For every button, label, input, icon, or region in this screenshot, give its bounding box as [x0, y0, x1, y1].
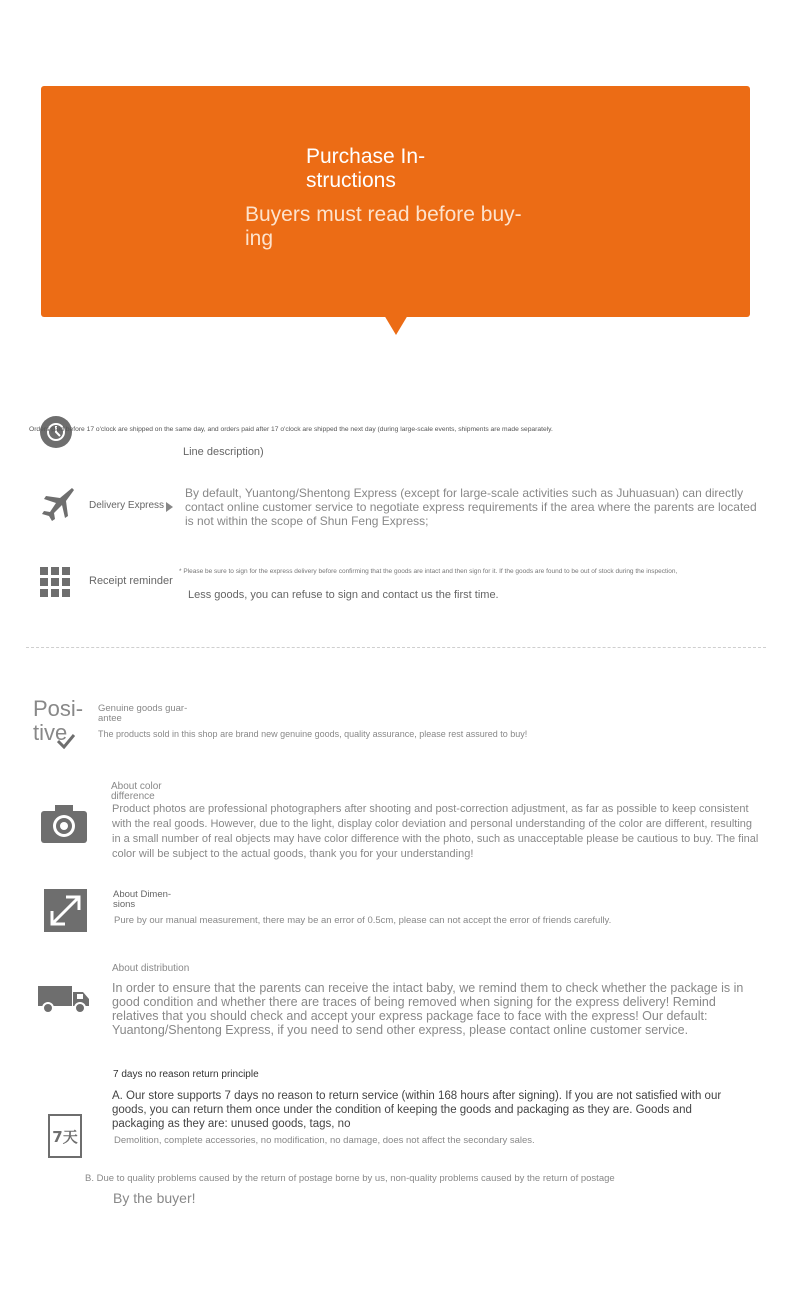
header-banner — [41, 86, 750, 317]
genuine-text: The products sold in this shop are brand new genuine goods, quality assurance, please rest assured to buy! — [98, 729, 528, 739]
genuine-big-label: Posi- tive — [33, 696, 84, 745]
banner-pointer — [384, 315, 408, 335]
section-divider — [26, 647, 766, 648]
color-title: About color difference — [111, 781, 162, 802]
page-title: Purchase In- structions — [306, 145, 426, 192]
distribution-text: In order to ensure that the parents can receive the intact baby, we remind them to check whether the package is in good condition and whether there are traces of being removed when signing for the express delivery! Remind relatives that you should check and accept your express package face to face with the express! Our default: Yuantong/Shentong Express, if you need to send other express, please contact online customer service. — [112, 981, 744, 1037]
returns-title: 7 days no reason return principle — [113, 1069, 259, 1080]
dimensions-text: Pure by our manual measurement, there may be an error of 0.5cm, please can not accept the error of friends carefully. — [114, 915, 612, 926]
distribution-title: About distribution — [112, 963, 190, 974]
grid-icon — [40, 567, 71, 602]
returns-postage-end: By the buyer! — [113, 1190, 196, 1206]
airplane-icon — [40, 486, 74, 527]
seven-day-icon: 7天 — [48, 1114, 82, 1158]
camera-icon — [41, 805, 87, 848]
delivery-text: By default, Yuantong/Shentong Express (except for large-scale activities such as Juhuasuan) can directly contact online customer service to negotiate express requirements if the area where the parents are located is not within the scope of Shun Feng Express; — [185, 486, 757, 528]
check-icon — [57, 733, 75, 754]
resize-arrow-icon — [44, 889, 87, 932]
order-time-note: Line description) — [183, 446, 264, 458]
returns-conditions: Demolition, complete accessories, no modification, no damage, does not affect the secondary sales. — [114, 1135, 535, 1146]
returns-postage: B. Due to quality problems caused by the return of postage borne by us, non-quality problems caused by the return of postage — [85, 1173, 615, 1184]
receipt-note: * Please be sure to sign for the express delivery before confirming that the goods are intact and then sign for it. If the goods are found to be out of stock during the inspection, — [179, 568, 678, 575]
dimensions-title: About Dimen- sions — [113, 889, 172, 910]
truck-icon — [38, 984, 90, 1019]
order-time-text: Orders paid before 17 o'clock are shipped on the same day, and orders paid after 17 o'clock are shipped the next day (during large-scale events, shipments are made separately. — [29, 426, 553, 433]
returns-text: A. Our store supports 7 days no reason to return service (within 168 hours after signing). If you are not satisfied with our goods, you can return them once under the condition of keeping the goods and packaging as they are. Goods and packaging as they are: unused goods, tags, no — [112, 1090, 722, 1130]
delivery-arrow — [166, 502, 173, 512]
genuine-title: Genuine goods guar- antee — [98, 703, 188, 724]
receipt-text: Less goods, you can refuse to sign and contact us the first time. — [188, 589, 499, 601]
page-subtitle: Buyers must read before buy- ing — [245, 203, 522, 250]
color-text: Product photos are professional photographers after shooting and post-correction adjustment, as far as possible to keep consistent with the real goods. However, due to the light, display color deviation and personal understanding of the color are different, resulting in a small number of real objects may have color difference with the photo, such as unacceptable please be cautious to buy. The final color will be subject to the actual goods, thank you for your understanding! — [112, 803, 759, 860]
receipt-label: Receipt reminder — [89, 575, 173, 587]
delivery-label: Delivery Express — [89, 500, 165, 511]
